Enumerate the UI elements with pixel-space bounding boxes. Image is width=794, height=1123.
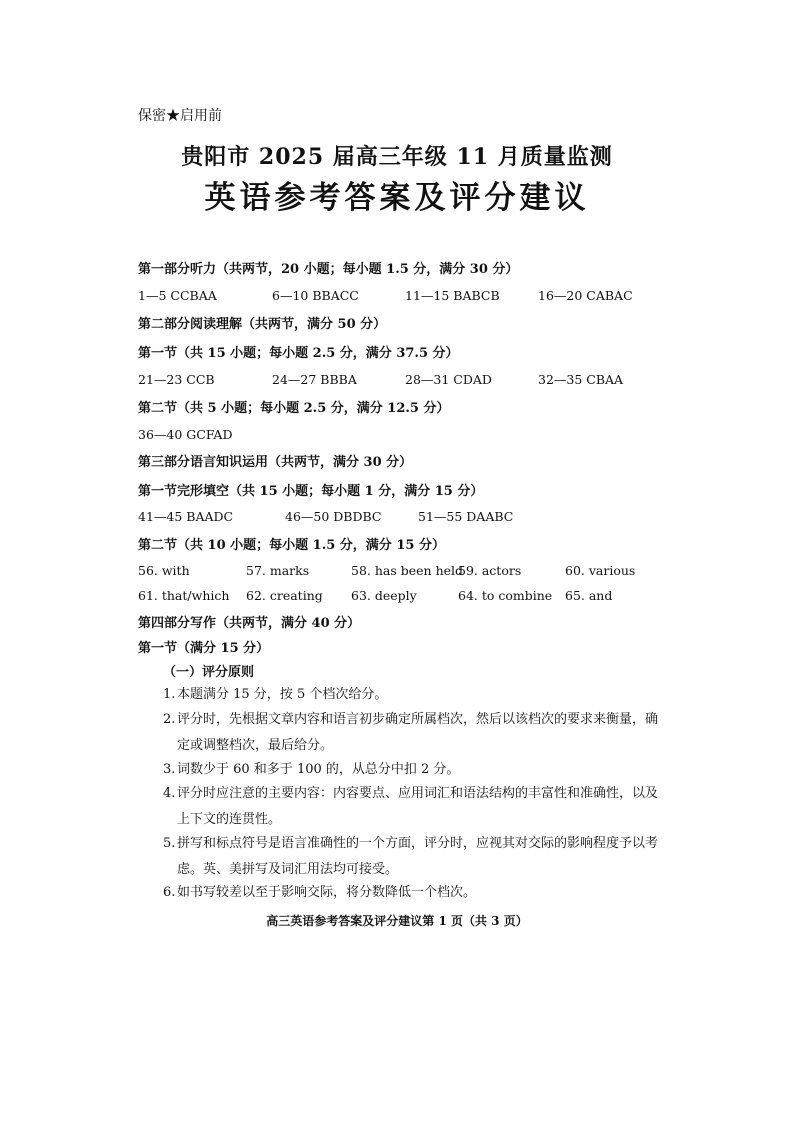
part2-section1-heading: 第一节（共 15 小题；每小题 2.5 分，满分 37.5 分）	[138, 346, 459, 361]
fill-answer: 64. to combine	[458, 588, 553, 603]
rule-number: 6.	[163, 885, 176, 900]
rule-text: 拼写和标点符号是语言准确性的一个方面，评分时，应视其对交际的影响程度予以考虑。英、美拼写及词汇用法均可接受。	[177, 836, 659, 877]
part2-section2-heading: 第二节（共 5 小题；每小题 2.5 分，满分 12.5 分）	[138, 401, 450, 416]
rule-text: 本题满分 15 分，按 5 个档次给分。	[177, 687, 388, 702]
fill-answer: 56. with	[138, 563, 190, 578]
rule-text: 评分时应注意的主要内容：内容要点、应用词汇和语法结构的丰富性和准确性，以及上下文的连贯性。	[177, 786, 659, 827]
answer-group: 41—45 BAADC	[138, 509, 234, 524]
rule-text: 如书写较差以至于影响交际，将分数降低一个档次。	[177, 885, 477, 900]
fill-answer: 60. various	[565, 563, 636, 578]
answer-group: 11—15 BABCB	[405, 288, 500, 303]
answer-group: 36—40 GCFAD	[138, 427, 233, 442]
part4-heading: 第四部分写作（共两节，满分 40 分）	[138, 616, 361, 631]
document-subtitle: 英语参考答案及评分建议	[204, 180, 590, 216]
answer-group: 28—31 CDAD	[405, 372, 492, 387]
part1-heading: 第一部分听力（共两节，20 小题；每小题 1.5 分，满分 30 分）	[138, 262, 519, 277]
answer-group: 51—55 DAABC	[418, 509, 514, 524]
part3-heading: 第三部分语言知识运用（共两节，满分 30 分）	[138, 455, 413, 470]
fill-answer: 63. deeply	[351, 588, 417, 603]
part2-heading: 第二部分阅读理解（共两节，满分 50 分）	[138, 317, 387, 332]
confidential-label: 保密★启用前	[138, 108, 222, 124]
fill-answer: 61. that/which	[138, 588, 230, 603]
scoring-rule-3	[163, 757, 663, 783]
fill-answer: 57. marks	[246, 563, 310, 578]
rule-number: 5.	[163, 836, 176, 851]
part4-section1-heading: 第一节（满分 15 分）	[138, 641, 270, 656]
part3-section1-heading: 第一节完形填空（共 15 小题；每小题 1 分，满分 15 分）	[138, 484, 484, 499]
answer-group: 46—50 DBDBC	[285, 509, 382, 524]
scoring-rule-1	[163, 682, 663, 708]
scoring-rule-4	[163, 781, 663, 833]
answer-group: 32—35 CBAA	[538, 372, 624, 387]
answer-group: 16—20 CABAC	[538, 288, 633, 303]
fill-answer: 62. creating	[246, 588, 323, 603]
part3-section2-heading: 第二节（共 10 小题；每小题 1.5 分，满分 15 分）	[138, 538, 445, 553]
scoring-principles-heading: （一）评分原则	[163, 665, 255, 680]
rule-number: 3.	[163, 762, 176, 777]
rule-text: 评分时，先根据文章内容和语言初步确定所属档次，然后以该档次的要求来衡量，确定或调整档次，最后给分。	[177, 712, 659, 753]
fill-answer: 65. and	[565, 588, 613, 603]
answer-group: 1—5 CCBAA	[138, 288, 217, 303]
scoring-rule-5	[163, 831, 663, 883]
fill-answer: 58. has been held	[351, 563, 464, 578]
answer-group: 6—10 BBACC	[272, 288, 359, 303]
scoring-rule-6	[163, 880, 663, 906]
rule-number: 1.	[163, 687, 176, 702]
rule-number: 2.	[163, 712, 176, 727]
rule-text: 词数少于 60 和多于 100 的，从总分中扣 2 分。	[177, 762, 460, 777]
rule-number: 4.	[163, 786, 176, 801]
page-footer: 高三英语参考答案及评分建议第 1 页（共 3 页）	[266, 914, 528, 928]
answer-group: 24—27 BBBA	[272, 372, 357, 387]
document-title: 贵阳市 2025 届高三年级 11 月质量监测	[181, 144, 613, 170]
fill-answer: 59. actors	[458, 563, 522, 578]
answer-group: 21—23 CCB	[138, 372, 215, 387]
scoring-rule-2	[163, 707, 663, 759]
